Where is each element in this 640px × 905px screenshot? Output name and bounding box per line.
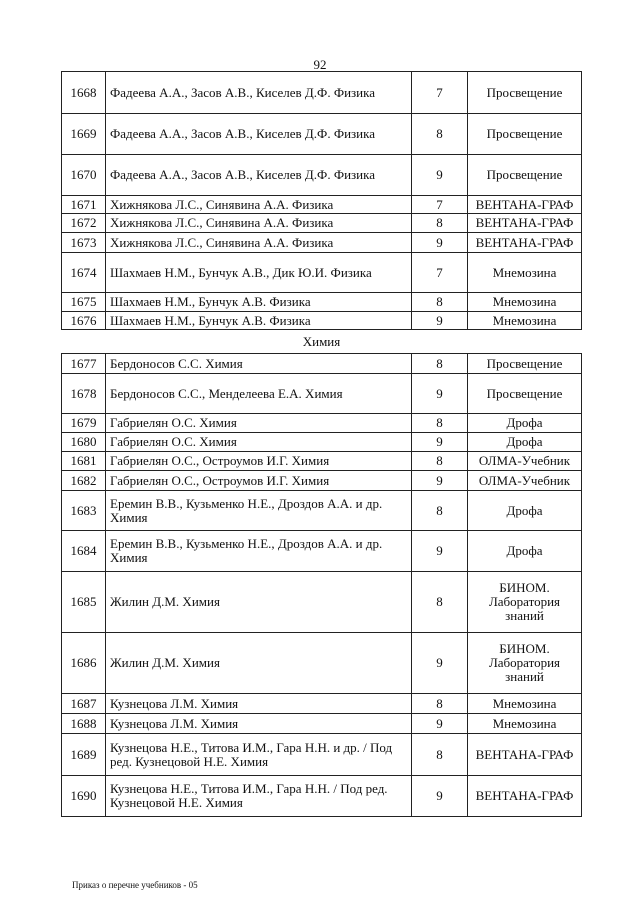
table-row (62, 776, 582, 817)
row-number-cell: 1688 (62, 714, 106, 734)
grade-cell: 9 (412, 776, 468, 817)
grade-cell: 8 (412, 452, 468, 471)
row-number-cell: 1682 (62, 471, 106, 491)
grade-cell: 9 (412, 312, 468, 330)
row-number-cell: 1675 (62, 293, 106, 312)
title-cell: Кузнецова Н.Е., Титова И.М., Гара Н.Н. и др. / Под ред. Кузнецовой Н.Е. Химия (106, 734, 412, 776)
title-cell: Хижнякова Л.С., Синявина А.А. Физика (106, 214, 412, 233)
title-cell: Шахмаев Н.М., Бунчук А.В., Дик Ю.И. Физика (106, 253, 412, 293)
publisher-cell: Просвещение (468, 354, 582, 374)
row-number-cell: 1679 (62, 414, 106, 433)
row-number-cell: 1690 (62, 776, 106, 817)
row-number-cell: 1681 (62, 452, 106, 471)
publisher-cell: Просвещение (468, 374, 582, 414)
title-cell: Еремин В.В., Кузьменко Н.Е., Дроздов А.А. и др. Химия (106, 491, 412, 531)
row-number-cell: 1673 (62, 233, 106, 253)
row-number-cell: 1684 (62, 531, 106, 572)
grade-cell: 9 (412, 714, 468, 734)
textbook-table-body (62, 72, 582, 817)
title-cell: Фадеева А.А., Засов А.В., Киселев Д.Ф. Физика (106, 114, 412, 155)
table-row (62, 452, 582, 471)
title-cell: Жилин Д.М. Химия (106, 572, 412, 633)
grade-cell: 8 (412, 354, 468, 374)
table-row (62, 155, 582, 196)
grade-cell: 8 (412, 491, 468, 531)
title-cell: Кузнецова Л.М. Химия (106, 714, 412, 734)
publisher-cell: Мнемозина (468, 293, 582, 312)
grade-cell: 7 (412, 72, 468, 114)
table-row (62, 433, 582, 452)
publisher-cell: Просвещение (468, 72, 582, 114)
table-row (62, 491, 582, 531)
row-number-cell: 1668 (62, 72, 106, 114)
title-cell: Фадеева А.А., Засов А.В., Киселев Д.Ф. Физика (106, 155, 412, 196)
textbook-table (61, 71, 582, 817)
table-row (62, 572, 582, 633)
publisher-cell: БИНОМ. Лаборатория знаний (468, 633, 582, 694)
title-cell: Еремин В.В., Кузьменко Н.Е., Дроздов А.А. и др. Химия (106, 531, 412, 572)
section-title: Химия (62, 330, 582, 354)
table-row (62, 293, 582, 312)
publisher-cell: ВЕНТАНА-ГРАФ (468, 776, 582, 817)
grade-cell: 8 (412, 114, 468, 155)
title-cell: Кузнецова Н.Е., Титова И.М., Гара Н.Н. / Под ред. Кузнецовой Н.Е. Химия (106, 776, 412, 817)
grade-cell: 8 (412, 572, 468, 633)
table-row (62, 531, 582, 572)
table-row (62, 471, 582, 491)
row-number-cell: 1669 (62, 114, 106, 155)
table-row (62, 414, 582, 433)
row-number-cell: 1689 (62, 734, 106, 776)
row-number-cell: 1676 (62, 312, 106, 330)
publisher-cell: Просвещение (468, 114, 582, 155)
publisher-cell: Дрофа (468, 414, 582, 433)
title-cell: Габриелян О.С., Остроумов И.Г. Химия (106, 452, 412, 471)
table-row (62, 233, 582, 253)
row-number-cell: 1674 (62, 253, 106, 293)
publisher-cell: Мнемозина (468, 694, 582, 714)
page-number: 92 (313, 57, 327, 72)
publisher-cell: ОЛМА-Учебник (468, 471, 582, 491)
table-row (62, 374, 582, 414)
row-number-cell: 1680 (62, 433, 106, 452)
publisher-cell: Мнемозина (468, 253, 582, 293)
title-cell: Хижнякова Л.С., Синявина А.А. Физика (106, 233, 412, 253)
publisher-cell: ВЕНТАНА-ГРАФ (468, 214, 582, 233)
title-cell: Шахмаев Н.М., Бунчук А.В. Физика (106, 312, 412, 330)
publisher-cell: ВЕНТАНА-ГРАФ (468, 734, 582, 776)
grade-cell: 8 (412, 214, 468, 233)
grade-cell: 9 (412, 633, 468, 694)
row-number-cell: 1671 (62, 196, 106, 214)
grade-cell: 7 (412, 253, 468, 293)
title-cell: Шахмаев Н.М., Бунчук А.В. Физика (106, 293, 412, 312)
row-number-cell: 1672 (62, 214, 106, 233)
grade-cell: 7 (412, 196, 468, 214)
row-number-cell: 1677 (62, 354, 106, 374)
table-row (62, 312, 582, 330)
publisher-cell: Дрофа (468, 433, 582, 452)
grade-cell: 9 (412, 374, 468, 414)
section-row (62, 330, 582, 354)
publisher-cell: Дрофа (468, 491, 582, 531)
publisher-cell: ВЕНТАНА-ГРАФ (468, 233, 582, 253)
publisher-cell: ВЕНТАНА-ГРАФ (468, 196, 582, 214)
table-row (62, 253, 582, 293)
row-number-cell: 1683 (62, 491, 106, 531)
publisher-cell: Мнемозина (468, 714, 582, 734)
grade-cell: 8 (412, 293, 468, 312)
grade-cell: 8 (412, 694, 468, 714)
table-row (62, 354, 582, 374)
title-cell: Кузнецова Л.М. Химия (106, 694, 412, 714)
grade-cell: 9 (412, 155, 468, 196)
title-cell: Габриелян О.С. Химия (106, 433, 412, 452)
grade-cell: 8 (412, 414, 468, 433)
grade-cell: 9 (412, 531, 468, 572)
publisher-cell: Мнемозина (468, 312, 582, 330)
title-cell: Бердоносов С.С., Менделеева Е.А. Химия (106, 374, 412, 414)
table-row (62, 633, 582, 694)
grade-cell: 8 (412, 734, 468, 776)
grade-cell: 9 (412, 471, 468, 491)
title-cell: Бердоносов С.С. Химия (106, 354, 412, 374)
grade-cell: 9 (412, 433, 468, 452)
table-row (62, 72, 582, 114)
row-number-cell: 1685 (62, 572, 106, 633)
title-cell: Жилин Д.М. Химия (106, 633, 412, 694)
table-row (62, 734, 582, 776)
publisher-cell: ОЛМА-Учебник (468, 452, 582, 471)
table-row (62, 694, 582, 714)
title-cell: Фадеева А.А., Засов А.В., Киселев Д.Ф. Физика (106, 72, 412, 114)
row-number-cell: 1686 (62, 633, 106, 694)
table-row (62, 714, 582, 734)
row-number-cell: 1678 (62, 374, 106, 414)
title-cell: Габриелян О.С. Химия (106, 414, 412, 433)
publisher-cell: Просвещение (468, 155, 582, 196)
title-cell: Габриелян О.С., Остроумов И.Г. Химия (106, 471, 412, 491)
grade-cell: 9 (412, 233, 468, 253)
title-cell: Хижнякова Л.С., Синявина А.А. Физика (106, 196, 412, 214)
table-row (62, 196, 582, 214)
publisher-cell: Дрофа (468, 531, 582, 572)
publisher-cell: БИНОМ. Лаборатория знаний (468, 572, 582, 633)
page-footer: Приказ о перечне учебников - 05 (72, 880, 198, 890)
table-row (62, 114, 582, 155)
table-row (62, 214, 582, 233)
row-number-cell: 1687 (62, 694, 106, 714)
row-number-cell: 1670 (62, 155, 106, 196)
